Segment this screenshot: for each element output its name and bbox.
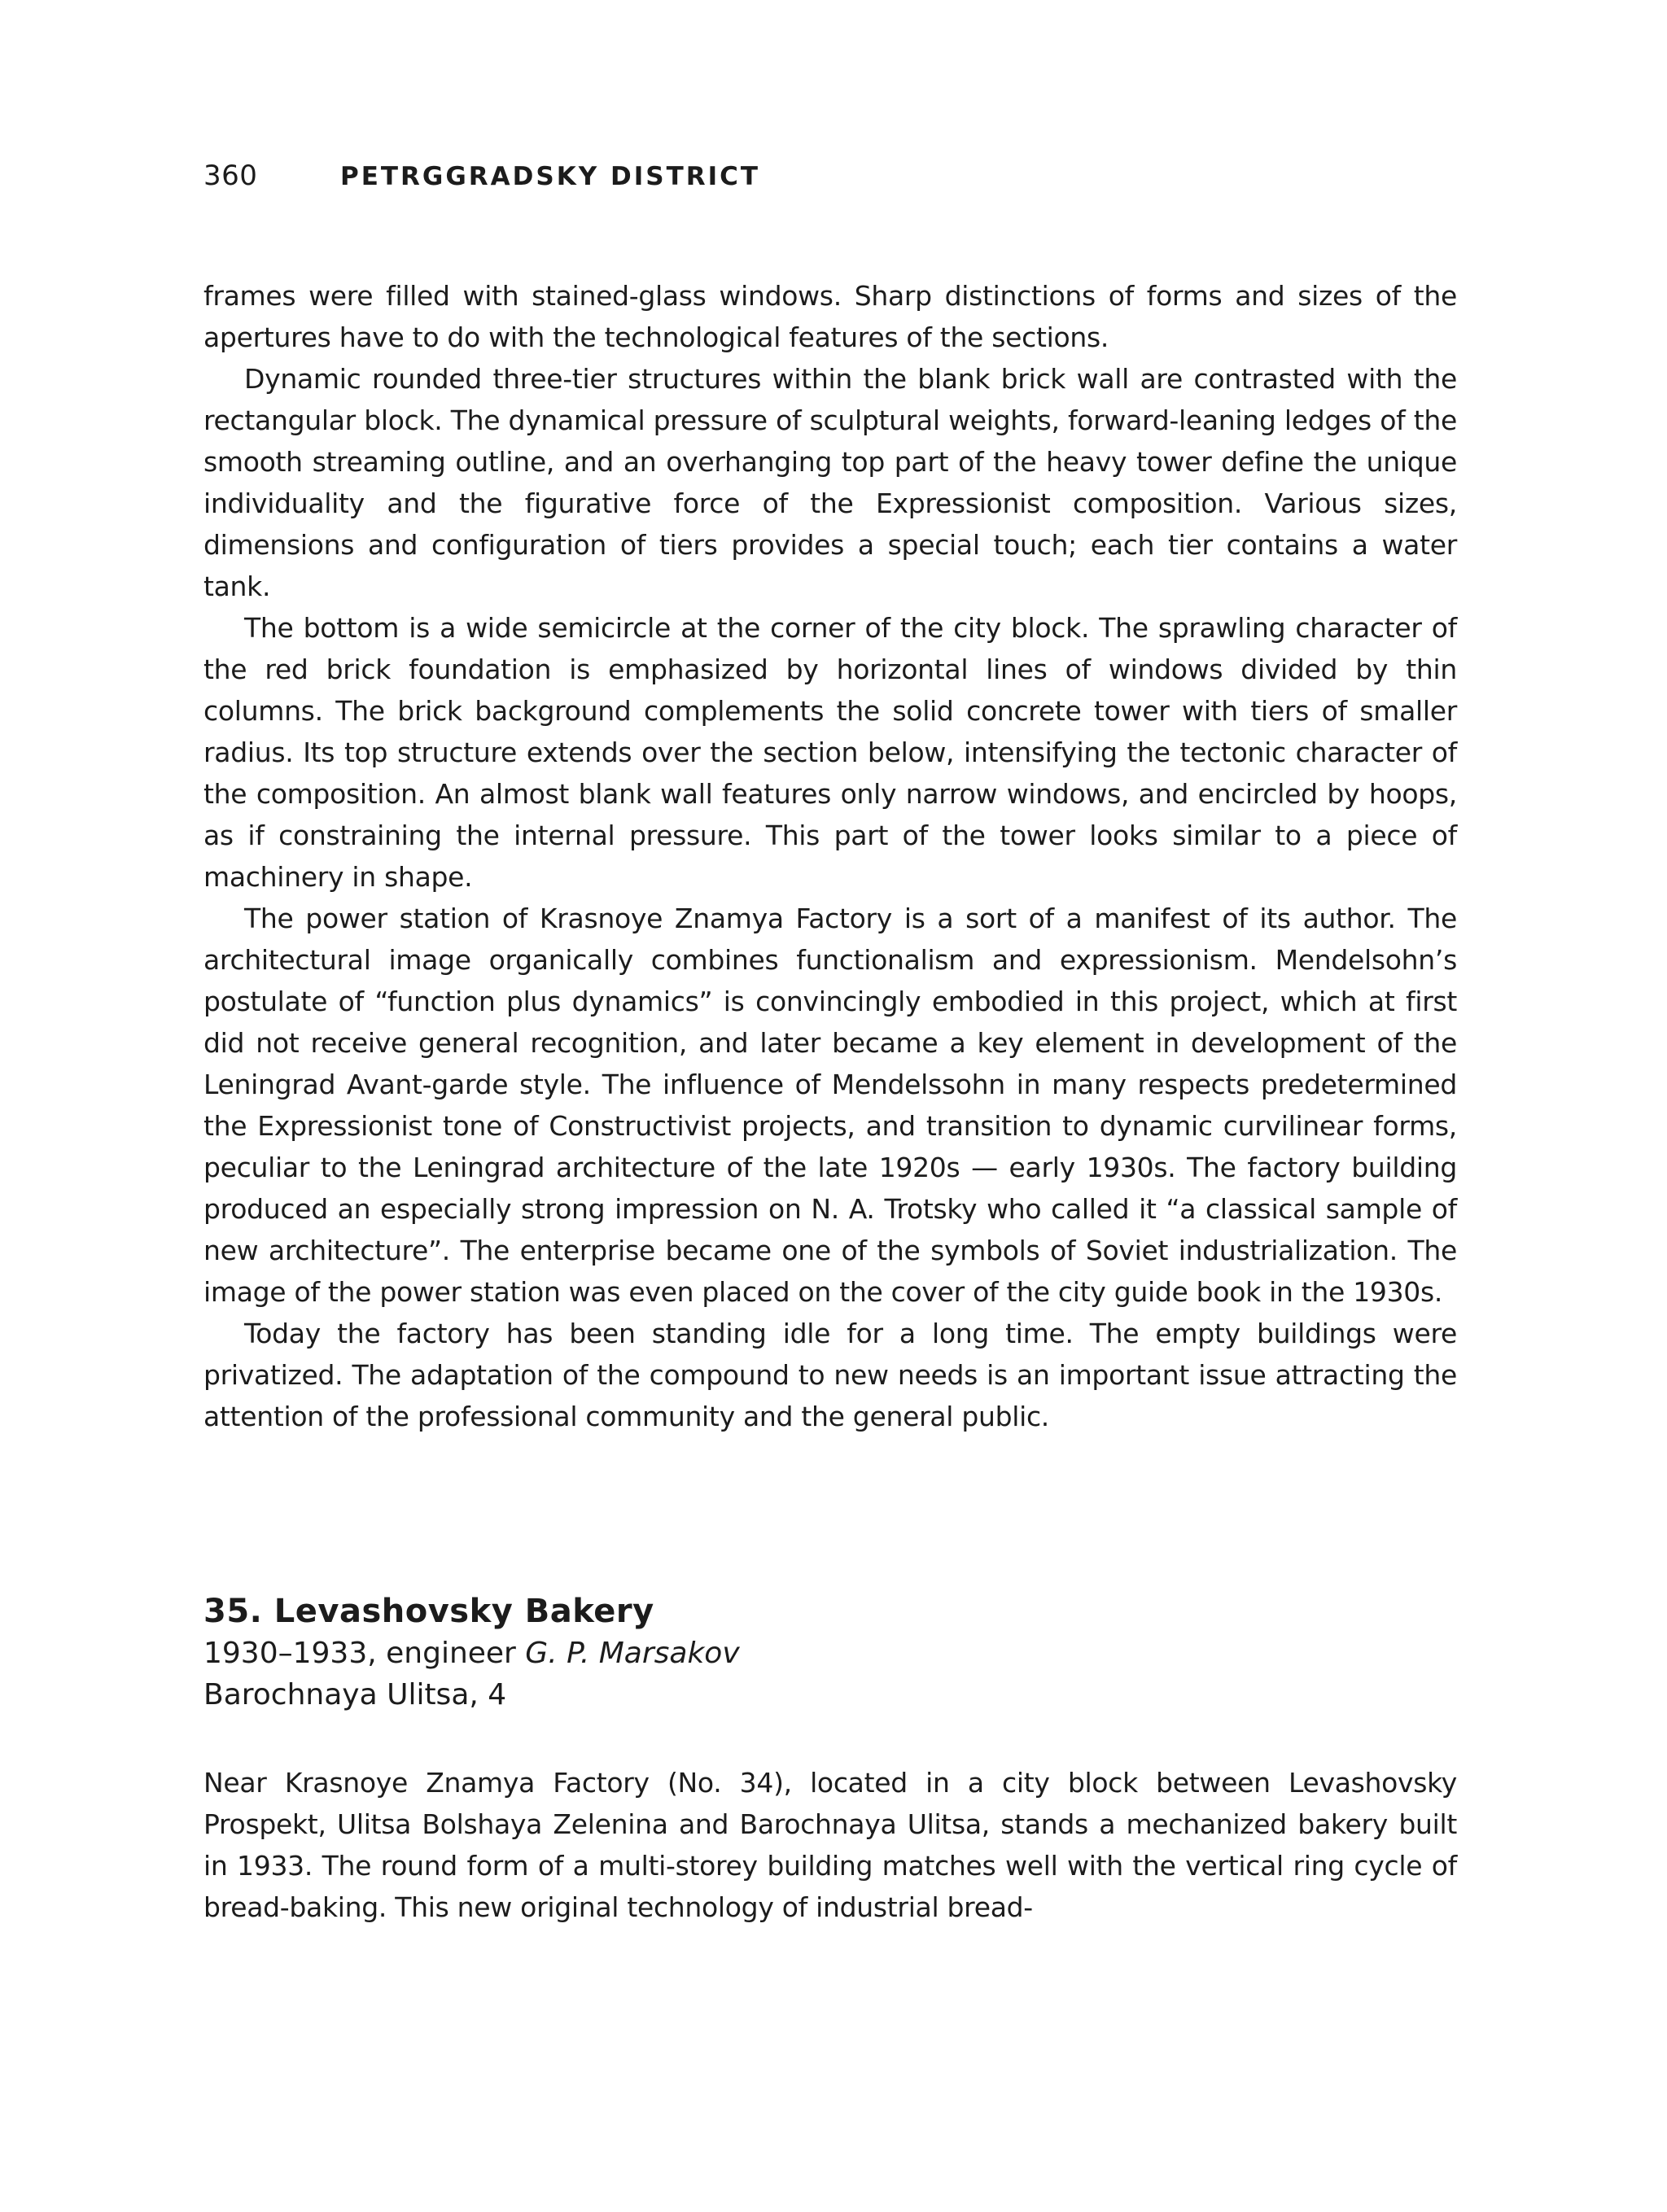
upper-text-block: [203, 275, 1457, 1437]
entry-dates-architect: [203, 1633, 1457, 1674]
paragraph: Dynamic rounded three-tier structures within the blank brick wall are contrasted with the rectangular block. The dynamical pressure of sculptural weights, forward-leaning ledges of the smooth streaming outline, and an overhanging top part of the heavy tower define the unique individuality and the figurative force of the Expressionist composition. Various sizes, dimensions and configuration of tiers provides a special touch; each tier contains a water tank.: [203, 363, 1457, 602]
page-number: 360: [203, 160, 258, 192]
entry-architect: G. P. Marsakov: [525, 1637, 740, 1670]
paragraph: frames were filled with stained-glass windows. Sharp distinctions of forms and sizes of the apertures have to do with the technological features of the sections.: [203, 280, 1457, 353]
paragraph: The bottom is a wide semicircle at the corner of the city block. The sprawling character of the red brick foundation is emphasized by horizontal lines of windows divided by thin columns. The brick background complements the solid concrete tower with tiers of smaller radius. Its top structure extends over the section below, intensifying the tectonic character of the composition. An almost blank wall features only narrow windows, and encircled by hoops, as if constraining the internal pressure. This part of the tower looks similar to a piece of machinery in shape.: [203, 612, 1457, 893]
running-title: PETRGGRADSKY DISTRICT: [340, 162, 761, 191]
entry-address: Barochnaya Ulitsa, 4: [203, 1678, 507, 1711]
entry-dates-role: 1930–1933, engineer: [203, 1637, 526, 1670]
paragraph: Today the factory has been standing idle for a long time. The empty buildings were privatized. The adaptation of the compound to new needs is an important issue attracting the attention of the professional community and the general public.: [203, 1318, 1457, 1432]
running-head: [203, 160, 760, 200]
lower-text-block: [203, 1762, 1457, 1928]
paragraph: The power station of Krasnoye Znamya Factory is a sort of a manifest of its author. The architectural image organically combines functionalism and expressionism. Mendelsohn’s postulate of “function plus dynamics” is convincingly embodied in this project, which at first did not receive general recognition, and later became a key element in development of the Leningrad Avant-garde style. The influence of Mendelssohn in many respects predetermined the Expressionist tone of Constructivist projects, and transition to dynamic curvilinear forms, peculiar to the Leningrad architecture of the late 1920s — early 1930s. The factory building produced an especially strong impression on N. A. Trotsky who called it “a classical sample of new architecture”. The enterprise became one of the symbols of Soviet industrialization. The image of the power station was even placed on the cover of the city guide book in the 1930s.: [203, 903, 1457, 1308]
entry-title: 35. Levashovsky Bakery: [203, 1593, 654, 1630]
entry-header: [203, 1590, 1457, 1716]
paragraph: Near Krasnoye Znamya Factory (No. 34), located in a city block between Levashovsky Prospekt, Ulitsa Bolshaya Zelenina and Barochnaya Ulitsa, stands a mechanized bakery built in 1933. The round form of a multi-storey building matches well with the vertical ring cycle of bread-baking. This new original technology of industrial bread-: [203, 1767, 1457, 1923]
